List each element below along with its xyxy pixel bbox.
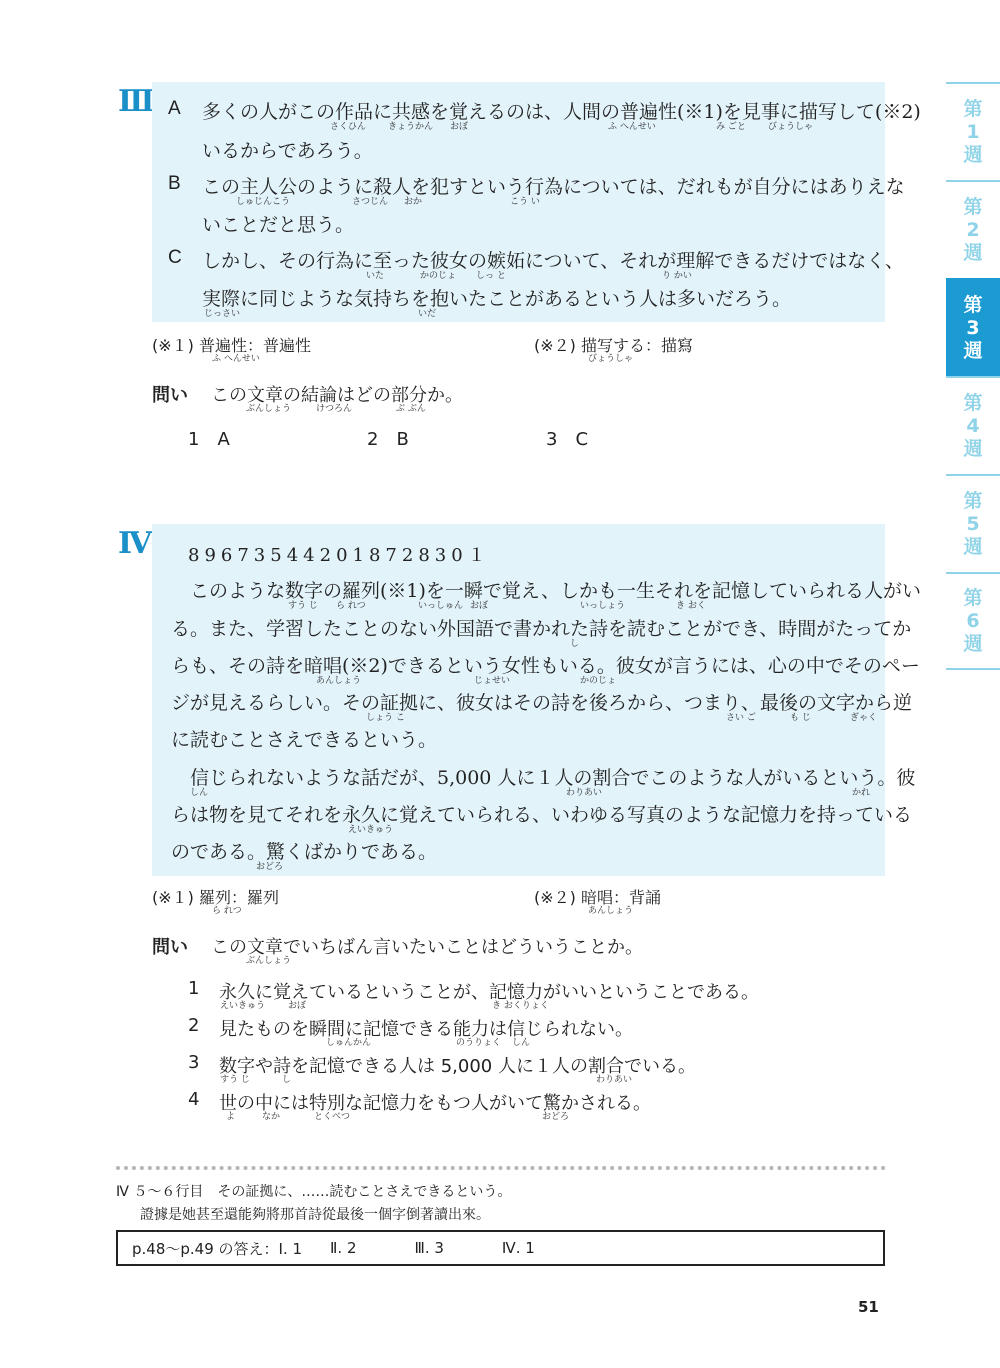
- choice-number: 2: [188, 1015, 200, 1036]
- ruby: しゅんかん: [326, 1038, 372, 1048]
- ruby: あんしょう: [316, 676, 362, 686]
- week-tab-2[interactable]: [946, 180, 1000, 278]
- passage-line: しかし、その行為に至った彼女の嫉妬について、それが理解できるだけではなく、: [202, 250, 904, 272]
- ruby: さい ご: [726, 713, 756, 723]
- week-label: 第: [963, 489, 983, 512]
- ruby: おぼ: [450, 122, 469, 132]
- ruby: しっ と: [476, 271, 506, 281]
- week-num: 5: [966, 512, 980, 535]
- ruby: いっしゅん: [418, 601, 464, 611]
- ruby: さつじん: [352, 197, 389, 207]
- week-tabs: [946, 82, 1000, 670]
- week-unit: 週: [963, 339, 983, 362]
- ruby: おどろ: [542, 1112, 570, 1122]
- week-tab-3[interactable]: [946, 278, 1000, 376]
- item-label-b: B: [168, 173, 181, 194]
- passage-line: いるからであろう。: [202, 140, 373, 162]
- choice-2[interactable]: 見たものを瞬間に記憶できる能力は信じられない。: [219, 1019, 633, 1040]
- ruby: すう じ: [288, 601, 318, 611]
- ruby: し: [570, 639, 580, 649]
- week-unit: 週: [963, 632, 983, 655]
- ruby: ぶんしょう: [246, 404, 292, 414]
- passage-line: のである。驚くばかりである。: [171, 841, 438, 863]
- choice-3[interactable]: 数字や詩を記憶できる人は 5,000 人に１人の割合でいる。: [219, 1056, 696, 1077]
- week-label: 第: [963, 391, 983, 414]
- ruby: ぶ ぶん: [396, 404, 426, 414]
- week-num: 4: [966, 414, 980, 437]
- ruby: ふ へんせい: [608, 122, 656, 132]
- answer-4: Ⅳ. 1: [501, 1239, 535, 1257]
- ruby: おぼ: [288, 1001, 307, 1011]
- ruby: かのじょ: [580, 676, 617, 686]
- passage-line: 多くの人がこの作品に共感を覚えるのは、人間の普遍性(※1)を見事に描写して(※2): [202, 101, 921, 123]
- dotted-divider: [116, 1166, 886, 1170]
- week-tab-4[interactable]: [946, 376, 1000, 474]
- ruby: み ごと: [716, 122, 746, 132]
- ruby: しゅじんこう: [236, 197, 291, 207]
- item-label-c: C: [168, 247, 182, 268]
- ruby: しん: [190, 788, 209, 798]
- section-numeral-4: Ⅳ: [118, 526, 150, 561]
- week-num: 2: [966, 218, 980, 241]
- passage-line: このような数字の羅列(※1)を一瞬で覚え、しかも一生それを記憶していられる人がい: [171, 580, 922, 602]
- ruby: なか: [262, 1112, 281, 1122]
- ruby: おか: [404, 197, 423, 207]
- ruby: かのじょ: [420, 271, 457, 281]
- note-2: (※２) 描写する：描寫: [534, 336, 693, 355]
- answer-2: Ⅱ. 2: [330, 1239, 357, 1257]
- ruby: いっしょう: [580, 601, 626, 611]
- week-tab-6[interactable]: [946, 572, 1000, 670]
- footnote-reference: Ⅳ ５～６行目 その証拠に、……読むことさえできるという。: [116, 1184, 512, 1200]
- week-unit: 週: [963, 437, 983, 460]
- answer-3: Ⅲ. 3: [414, 1239, 444, 1257]
- ruby: さくひん: [330, 122, 367, 132]
- choice-2[interactable]: 2 B: [367, 429, 409, 450]
- passage-line: らも、その詩を暗唱(※2)できるという女性もいる。彼女が言うには、心の中でそのペー: [171, 655, 920, 677]
- ruby: こう い: [510, 197, 540, 207]
- week-num: 6: [966, 609, 980, 632]
- ruby: しん: [512, 1038, 531, 1048]
- passage-line: 信じられないような話だが、5,000 人に１人の割合でこのような人がいるという。彼: [171, 767, 916, 789]
- ruby: し: [282, 1075, 292, 1085]
- question-text: この文章の結論はどの部分か。: [211, 385, 463, 406]
- ruby: きょうかん: [388, 122, 434, 132]
- ruby: ぶんしょう: [246, 956, 292, 966]
- ruby: びょうしゃ: [588, 354, 634, 364]
- item-label-a: A: [168, 98, 181, 119]
- ruby: しょう こ: [366, 713, 405, 723]
- choice-1[interactable]: 永久に覚えているということが、記憶力がいいということである。: [219, 982, 759, 1003]
- passage-line: らは物を見てそれを永久に覚えていられる、いわゆる写真のような記憶力を持っている: [171, 804, 913, 826]
- ruby: き おく: [676, 601, 706, 611]
- choice-4[interactable]: 世の中には特別な記憶力をもつ人がいて驚かされる。: [219, 1093, 651, 1114]
- note-2: (※２) 暗唱：背誦: [534, 888, 661, 907]
- week-num: 3: [966, 316, 980, 339]
- answer-1: p.48～p.49 の答え：Ⅰ. 1: [132, 1239, 303, 1258]
- week-tab-5[interactable]: [946, 474, 1000, 572]
- question-label: 問い: [152, 937, 188, 958]
- choice-1[interactable]: 1 A: [188, 429, 230, 450]
- ruby: のうりょく: [456, 1038, 502, 1048]
- ruby: じっさい: [204, 309, 241, 319]
- week-label: 第: [963, 195, 983, 218]
- week-label: 第: [963, 97, 983, 120]
- ruby: も じ: [790, 713, 811, 723]
- choice-number: 4: [188, 1089, 200, 1110]
- answer-box: [116, 1230, 885, 1266]
- question-text: この文章でいちばん言いたいことはどういうことか。: [211, 937, 643, 958]
- ruby: けつろん: [316, 404, 353, 414]
- week-unit: 週: [963, 241, 983, 264]
- ruby: あんしょう: [588, 906, 634, 916]
- ruby: ぎゃく: [850, 713, 878, 723]
- page-number: 51: [858, 1298, 879, 1316]
- week-num: 1: [966, 120, 980, 143]
- ruby: ら れつ: [336, 601, 366, 611]
- ruby: おどろ: [256, 862, 284, 872]
- ruby: よ: [226, 1112, 236, 1122]
- passage-line: いことだと思う。: [202, 214, 355, 236]
- passage-line: この主人公のように殺人を犯すという行為については、だれもが自分にはありえな: [202, 176, 905, 198]
- ruby: いだ: [418, 309, 437, 319]
- note-1: (※１) 羅列：羅列: [152, 888, 279, 907]
- ruby: えいきゅう: [348, 825, 394, 835]
- choice-number: 3: [188, 1052, 200, 1073]
- passage-line: ジが見えるらしい。その証拠に、彼女はその詩を後ろから、つまり、最後の文字から逆: [171, 692, 913, 714]
- week-unit: 週: [963, 535, 983, 558]
- week-label: 第: [963, 293, 983, 316]
- ruby: ら れつ: [212, 906, 242, 916]
- passage-line: 実際に同じような気持ちを抱いたことがあるという人は多いだろう。: [202, 288, 792, 310]
- ruby: いた: [366, 271, 385, 281]
- choice-number: 1: [188, 978, 200, 999]
- passage-line: に読むことさえできるという。: [171, 729, 438, 751]
- ruby: すう じ: [220, 1075, 250, 1085]
- ruby: かれ: [852, 788, 871, 798]
- week-unit: 週: [963, 143, 983, 166]
- ruby: えいきゅう: [220, 1001, 266, 1011]
- passage-line: る。また、学習したことのない外国語で書かれた詩を読むことができ、時間がたってか: [171, 618, 912, 640]
- footnote-translation: 證據是她甚至還能夠將那首詩從最後一個字倒著讀出來。: [140, 1207, 490, 1223]
- ruby: おぼ: [470, 601, 489, 611]
- choice-3[interactable]: 3 C: [546, 429, 589, 450]
- ruby: びょうしゃ: [768, 122, 814, 132]
- digit-sequence: 89673544201872830１: [188, 545, 491, 566]
- ruby: わりあい: [596, 1075, 633, 1085]
- week-label: 第: [963, 586, 983, 609]
- ruby: じょせい: [474, 676, 511, 686]
- ruby: り かい: [662, 271, 692, 281]
- ruby: わりあい: [566, 788, 603, 798]
- ruby: とくべつ: [314, 1112, 351, 1122]
- ruby: き おくりょく: [492, 1001, 549, 1011]
- question-label: 問い: [152, 385, 188, 406]
- note-1: (※１) 普遍性：普遍性: [152, 336, 311, 355]
- week-tab-1[interactable]: [946, 82, 1000, 180]
- ruby: ふ へんせい: [212, 354, 260, 364]
- section-numeral-3: Ⅲ: [118, 84, 152, 119]
